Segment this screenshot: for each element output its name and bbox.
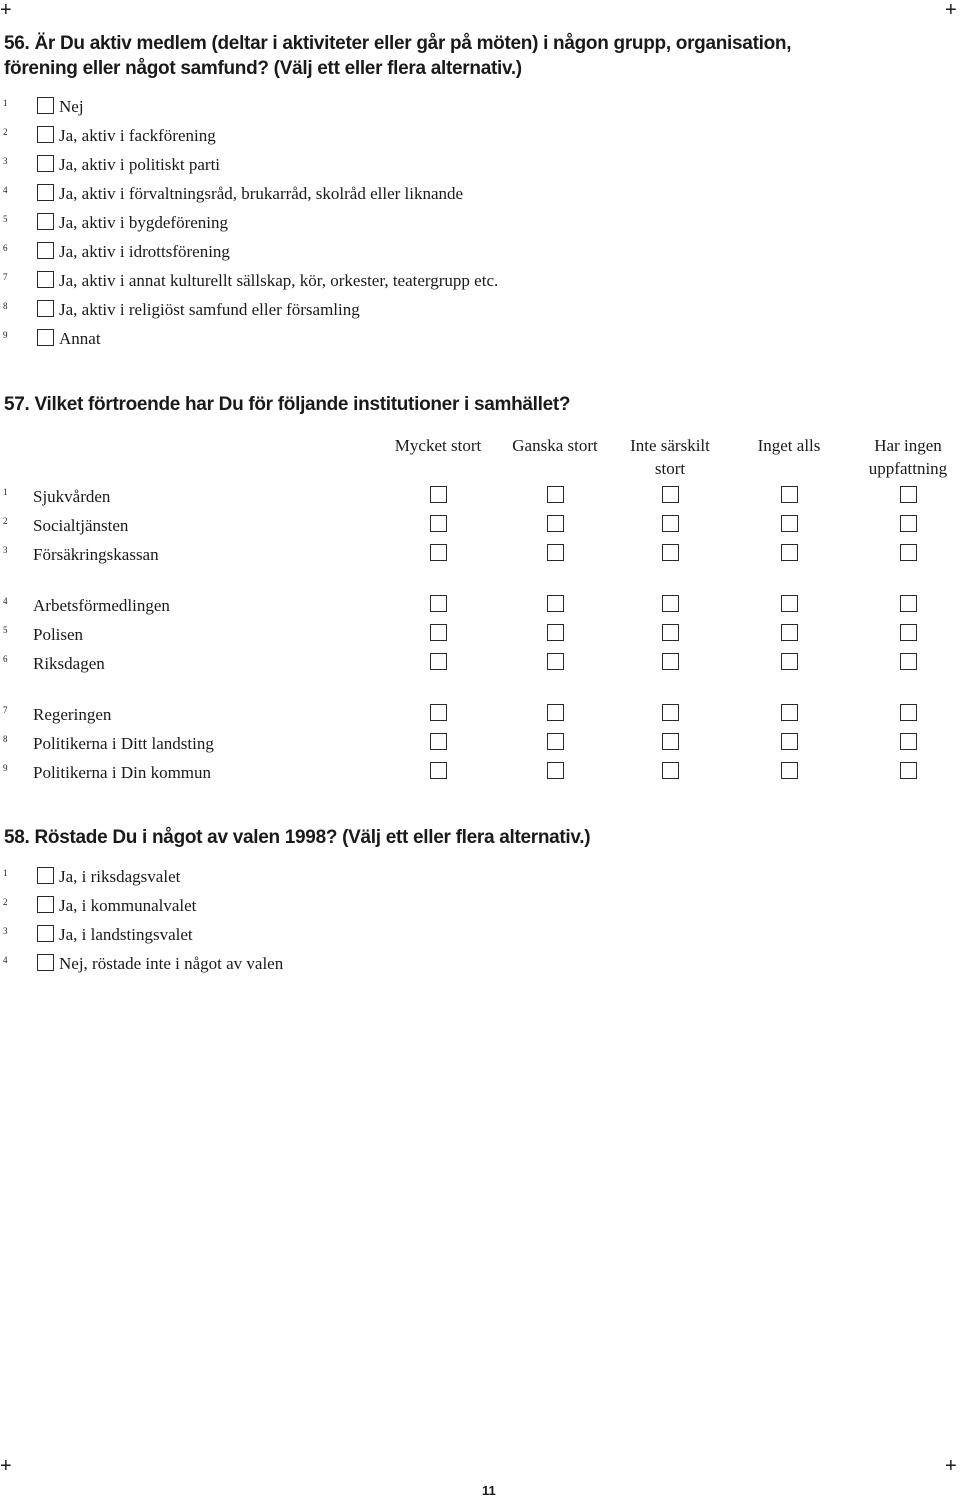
option-label: Ja, i kommunalvalet [59,896,197,915]
institution-row-7 [0,704,960,726]
rating-checkbox-5[interactable] [900,704,917,721]
option-checkbox[interactable] [37,242,54,259]
q58-option-3 [0,925,960,947]
rating-checkbox-1[interactable] [430,515,447,532]
row-number: 7 [3,705,8,715]
q56-option-3 [0,155,960,177]
column-header-line2: uppfattning [868,459,948,478]
q56-option-6 [0,242,960,264]
rating-checkbox-3[interactable] [662,653,679,670]
institution-row-3 [0,544,960,566]
option-checkbox[interactable] [37,126,54,143]
rating-checkbox-5[interactable] [900,624,917,641]
institution-label: Riksdagen [33,654,105,673]
option-checkbox[interactable] [37,896,54,913]
q58-option-1 [0,867,960,889]
column-header-line2: stort [654,459,686,478]
rating-checkbox-1[interactable] [430,733,447,750]
rating-checkbox-4[interactable] [781,762,798,779]
q56-option-8 [0,300,960,322]
rating-checkbox-1[interactable] [430,624,447,641]
option-checkbox[interactable] [37,925,54,942]
rating-checkbox-2[interactable] [547,704,564,721]
rating-checkbox-5[interactable] [900,515,917,532]
rating-checkbox-3[interactable] [662,704,679,721]
row-number: 6 [3,654,8,664]
rating-checkbox-2[interactable] [547,544,564,561]
option-label: Ja, aktiv i fackförening [59,126,216,145]
registration-mark-top-left: + [0,0,12,21]
rating-checkbox-5[interactable] [900,653,917,670]
rating-checkbox-4[interactable] [781,733,798,750]
institution-row-9 [0,762,960,784]
rating-checkbox-4[interactable] [781,515,798,532]
column-header-line1: Inte särskilt [630,436,710,455]
rating-checkbox-5[interactable] [900,595,917,612]
institution-row-5 [0,624,960,646]
option-label: Ja, aktiv i idrottsförening [59,242,230,261]
option-number: 6 [3,243,8,253]
rating-checkbox-2[interactable] [547,595,564,612]
column-header-line1: Har ingen [874,436,942,455]
option-checkbox[interactable] [37,867,54,884]
question-57-title: 57. Vilket förtroende har Du för följande institutioner i samhället? [4,394,571,415]
rating-checkbox-4[interactable] [781,653,798,670]
rating-checkbox-2[interactable] [547,515,564,532]
option-number: 4 [3,955,8,965]
rating-checkbox-4[interactable] [781,704,798,721]
institution-row-4 [0,595,960,617]
option-label: Annat [59,329,101,348]
option-checkbox[interactable] [37,271,54,288]
option-checkbox[interactable] [37,155,54,172]
option-checkbox[interactable] [37,954,54,971]
rating-checkbox-3[interactable] [662,624,679,641]
row-number: 3 [3,545,8,555]
page-number: 11 [482,1483,496,1498]
row-number: 2 [3,516,8,526]
question-58-title: 58. Röstade Du i något av valen 1998? (Välj ett eller flera alternativ.) [4,827,591,848]
q56-option-1 [0,97,960,119]
question-56-title-line1: 56. Är Du aktiv medlem (deltar i aktiviteter eller går på möten) i någon grupp, organisation, [4,33,792,54]
option-number: 5 [3,214,8,224]
registration-mark-bottom-right: + [945,1455,957,1477]
rating-checkbox-2[interactable] [547,624,564,641]
rating-checkbox-4[interactable] [781,595,798,612]
institution-row-2 [0,515,960,537]
option-number: 4 [3,185,8,195]
rating-checkbox-2[interactable] [547,653,564,670]
option-number: 8 [3,301,8,311]
rating-checkbox-1[interactable] [430,653,447,670]
institution-label: Arbetsförmedlingen [33,596,170,615]
rating-checkbox-4[interactable] [781,486,798,503]
rating-checkbox-4[interactable] [781,544,798,561]
institution-row-1 [0,486,960,508]
institution-label: Försäkringskassan [33,545,159,564]
institution-label: Sjukvården [33,487,111,506]
option-checkbox[interactable] [37,300,54,317]
institution-label: Socialtjänsten [33,516,129,535]
rating-checkbox-1[interactable] [430,704,447,721]
rating-checkbox-3[interactable] [662,486,679,503]
q58-option-2 [0,896,960,918]
option-checkbox[interactable] [37,184,54,201]
row-number: 8 [3,734,8,744]
registration-mark-bottom-left: + [0,1455,12,1477]
rating-checkbox-1[interactable] [430,762,447,779]
option-number: 7 [3,272,8,282]
rating-checkbox-3[interactable] [662,595,679,612]
rating-checkbox-2[interactable] [547,762,564,779]
option-number: 3 [3,156,8,166]
rating-checkbox-1[interactable] [430,544,447,561]
rating-checkbox-3[interactable] [662,733,679,750]
row-number: 5 [3,625,8,635]
option-checkbox[interactable] [37,97,54,114]
q58-option-4 [0,954,960,976]
option-checkbox[interactable] [37,213,54,230]
option-label: Ja, aktiv i bygdeförening [59,213,229,232]
q56-option-4 [0,184,960,206]
rating-checkbox-5[interactable] [900,762,917,779]
option-number: 1 [3,98,8,108]
option-number: 3 [3,926,8,936]
option-label: Ja, aktiv i annat kulturellt sällskap, kör, orkester, teatergrupp etc. [59,271,499,290]
option-number: 2 [3,897,8,907]
rating-checkbox-5[interactable] [900,733,917,750]
rating-checkbox-3[interactable] [662,515,679,532]
institution-row-8 [0,733,960,755]
option-label: Ja, aktiv i politiskt parti [59,155,221,174]
option-label: Ja, i landstingsvalet [59,925,193,944]
q56-option-2 [0,126,960,148]
rating-checkbox-2[interactable] [547,733,564,750]
institution-label: Regeringen [33,705,112,724]
institution-row-6 [0,653,960,675]
option-label: Ja, aktiv i religiöst samfund eller församling [59,300,360,319]
institution-label: Polisen [33,625,84,644]
rating-checkbox-4[interactable] [781,624,798,641]
column-header-5 [838,434,960,480]
rating-checkbox-1[interactable] [430,486,447,503]
row-number: 1 [3,487,8,497]
rating-checkbox-5[interactable] [900,544,917,561]
option-label: Nej, röstade inte i något av valen [59,954,284,973]
option-number: 9 [3,330,8,340]
rating-checkbox-3[interactable] [662,544,679,561]
row-number: 4 [3,596,8,606]
row-number: 9 [3,763,8,773]
rating-checkbox-5[interactable] [900,486,917,503]
option-checkbox[interactable] [37,329,54,346]
column-header-line1: Ganska stort [512,436,598,455]
question-56-title-line2: förening eller något samfund? (Välj ett eller flera alternativ.) [4,58,522,79]
column-header-line1: Mycket stort [394,436,482,455]
rating-checkbox-1[interactable] [430,595,447,612]
option-number: 2 [3,127,8,137]
registration-mark-top-right: + [945,0,957,21]
rating-checkbox-3[interactable] [662,762,679,779]
institution-label: Politikerna i Din kommun [33,763,212,782]
q56-option-7 [0,271,960,293]
option-label: Ja, aktiv i förvaltningsråd, brukarråd, skolråd eller liknande [59,184,464,203]
option-label: Nej [59,97,84,116]
institution-label: Politikerna i Ditt landsting [33,734,214,753]
option-label: Ja, i riksdagsvalet [59,867,181,886]
q56-option-5 [0,213,960,235]
column-header-line1: Inget alls [757,436,821,455]
rating-checkbox-2[interactable] [547,486,564,503]
q56-option-9 [0,329,960,351]
option-number: 1 [3,868,8,878]
